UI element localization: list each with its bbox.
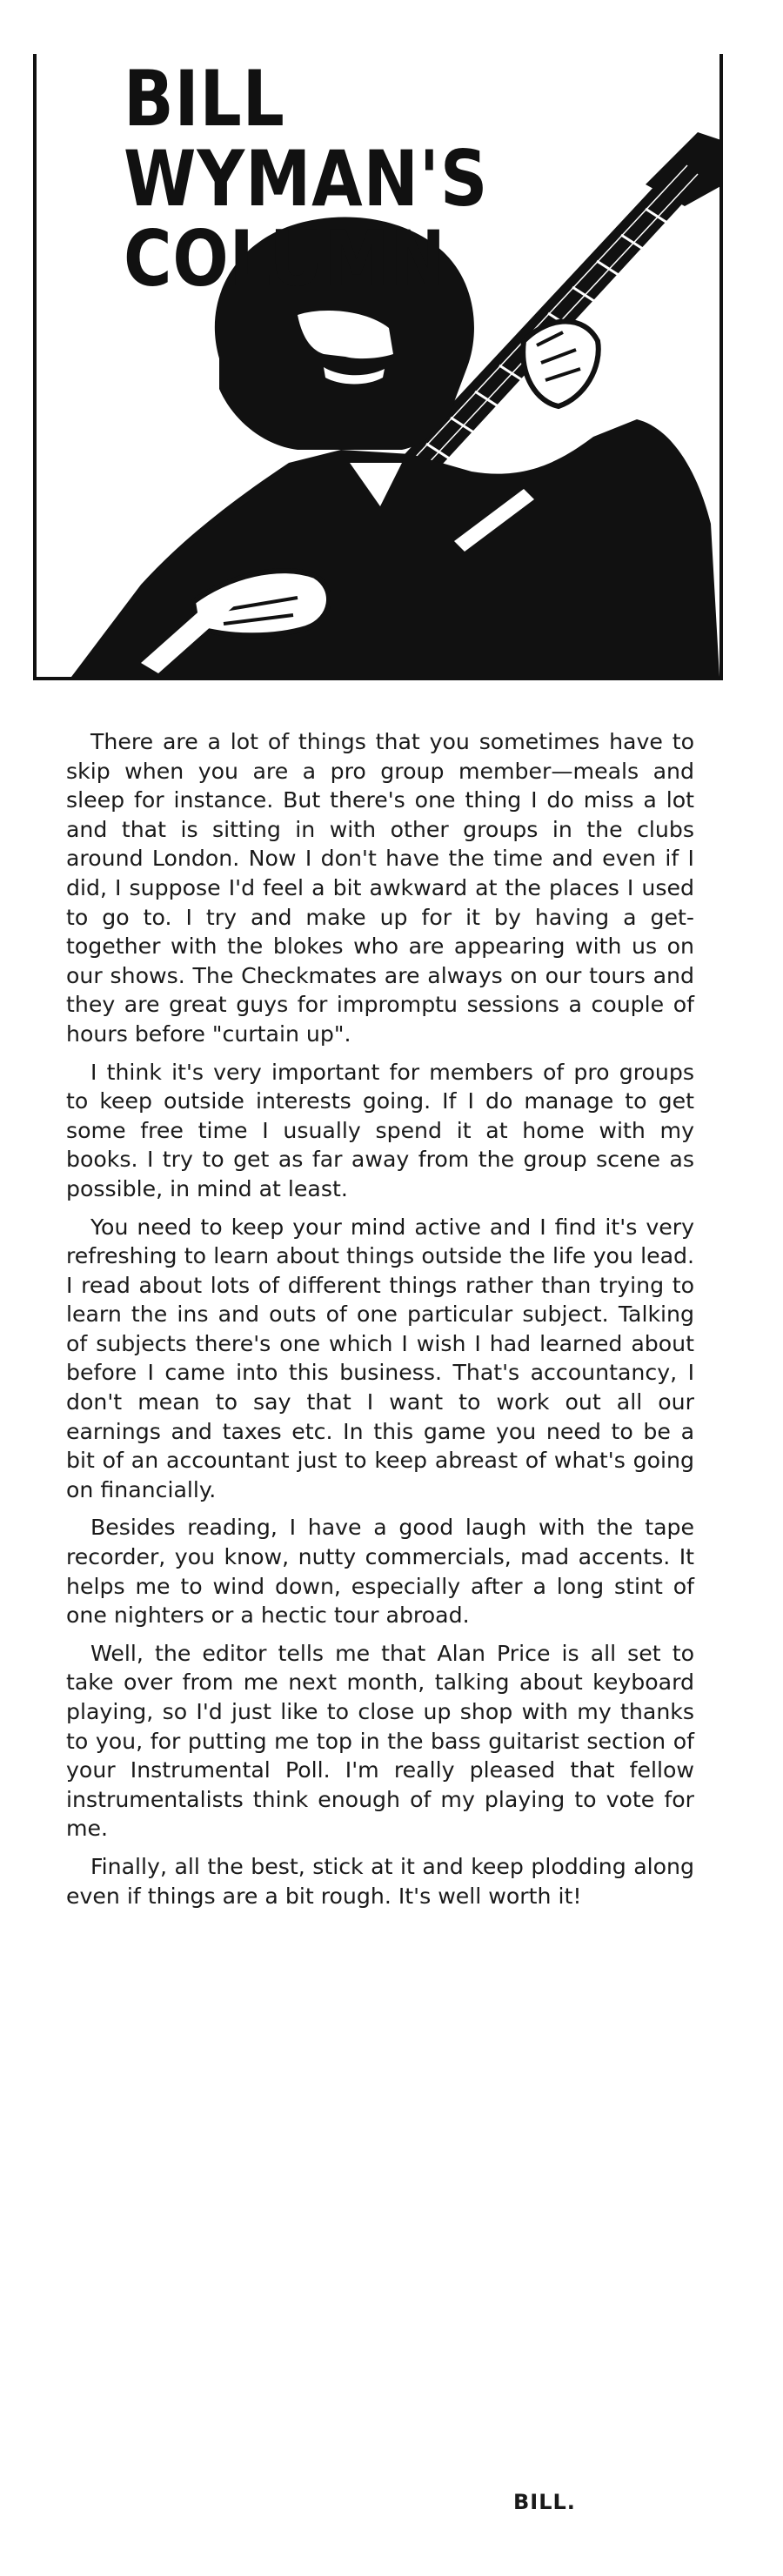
article-body [66, 727, 694, 1919]
paragraph-6: Finally, all the best, stick at it and keep plodding along even if things are a bit rough. It's well worth it! [66, 1853, 694, 1909]
title-line-2: COLUMN [124, 214, 446, 304]
paragraph-1: There are a lot of things that you sometimes have to skip when you are a pro group member—meals and sleep for instance. But there's one thing I do miss a lot and that is sitting in with other groups in the clubs around London. Now I don't have the time and even if I did, I suppose I'd feel a bit awkward at the places I used to go to. I try and make up for it by having a get-together with the blokes who are appearing with us on our shows. The Checkmates are always on our tours and they are great guys for impromptu sessions a couple of hours before "curtain up". [66, 729, 694, 1047]
column-header-panel [33, 54, 723, 680]
paragraph-5: Well, the editor tells me that Alan Price is all set to take over from me next month, talking about keyboard playing, so I'd just like to close up shop with my thanks to you, for putting me top in the bass guitarist section of your Instrumental Poll. I'm really pleased that fellow instrumentalists think enough of my playing to vote for me. [66, 1640, 694, 1842]
paragraph-2: I think it's very important for members of pro groups to keep outside interests going. If I do manage to get some free time I usually spend it at home with my books. I try to get as far away from the group scene as possible, in mind at least. [66, 1059, 694, 1201]
title-line-1: BILL WYMAN'S [124, 54, 489, 224]
author-signature: BILL. [513, 2490, 576, 2514]
paragraph-4: Besides reading, I have a good laugh with the tape recorder, you know, nutty commercials, mad accents. It helps me to wind down, especially after a long stint of one nighters or a hectic tour abroad. [66, 1515, 694, 1629]
paragraph-3: You need to keep your mind active and I find it's very refreshing to learn about things outside the life you lead. I read about lots of different things rather than trying to learn the ins and outs of one particular subject. Talking of subjects there's one which I wish I had learned about before I came into this business. That's accountancy, I don't mean to say that I want to work out all our earnings and taxes etc. In this game you need to be a bit of an accountant just to keep abreast of what's going on financially. [66, 1214, 694, 1502]
column-title [124, 54, 636, 304]
